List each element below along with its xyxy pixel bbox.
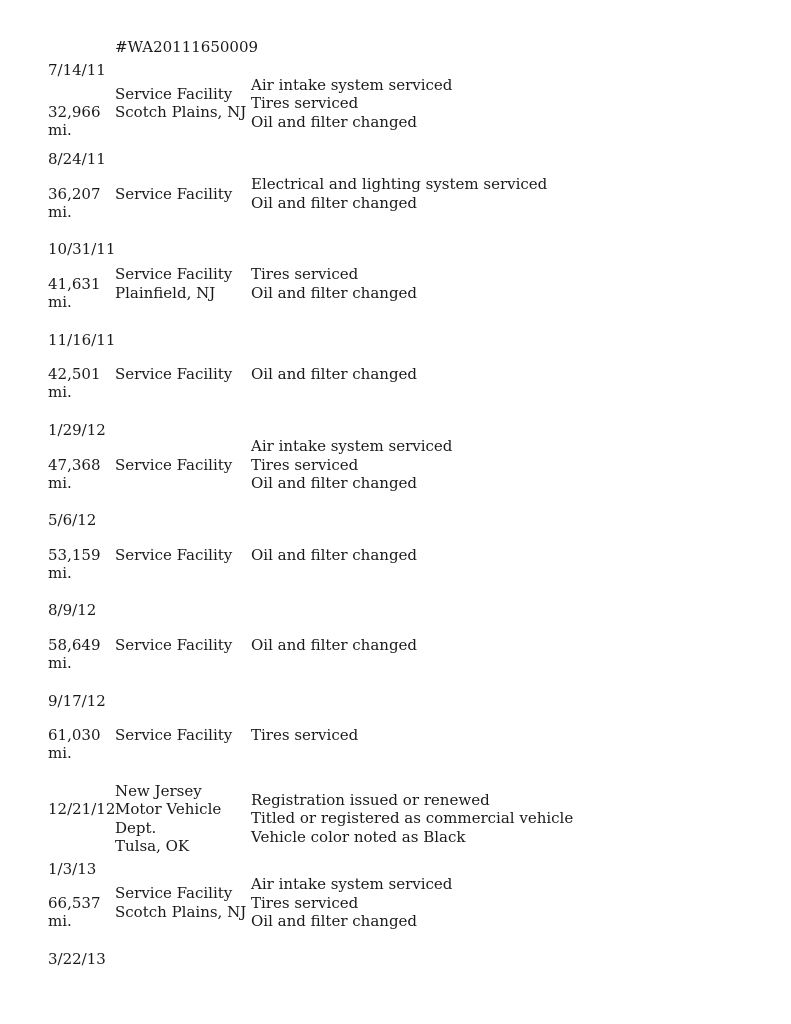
entry-source-line: Service Facility (115, 85, 233, 103)
entry-mileage: 36,207 (48, 185, 101, 203)
entry-source-line: Service Facility (115, 365, 233, 383)
entry-detail-line: Tires serviced (251, 726, 359, 744)
entry-source-line: Service Facility (115, 546, 233, 564)
entry-date: 1/29/12 (48, 421, 106, 439)
entry-date: 3/22/13 (48, 950, 106, 968)
entry-date: 1/3/13 (48, 860, 97, 878)
entry-detail-line: Air intake system serviced (251, 875, 453, 893)
entry-detail-line: Oil and filter changed (251, 546, 418, 564)
entry-date: 8/9/12 (48, 601, 97, 619)
entry-mileage-unit: mi. (48, 912, 72, 930)
entry-detail-line: Oil and filter changed (251, 284, 418, 302)
entry-mileage-unit: mi. (48, 564, 72, 582)
entry-mileage: 58,649 (48, 636, 101, 654)
entry-source-line: Service Facility (115, 726, 233, 744)
entry-date: 9/17/12 (48, 692, 106, 710)
entry-date: 11/16/11 (48, 331, 116, 349)
entry-source-line: Scotch Plains, NJ (115, 903, 247, 921)
entry-detail-line: Oil and filter changed (251, 113, 418, 131)
entry-mileage-unit: mi. (48, 654, 72, 672)
entry-detail-line: Electrical and lighting system serviced (251, 175, 548, 193)
entry-detail-line: Tires serviced (251, 456, 359, 474)
entry-detail-line: Vehicle color noted as Black (251, 828, 466, 846)
entry-mileage: 41,631 (48, 275, 101, 293)
entry-source-line: Service Facility (115, 265, 233, 283)
entry-mileage-unit: mi. (48, 474, 72, 492)
entry-detail-line: Oil and filter changed (251, 636, 418, 654)
entry-detail-line: Air intake system serviced (251, 76, 453, 94)
entry-date: 12/21/12 (48, 800, 116, 818)
entry-source-line: Service Facility (115, 636, 233, 654)
entry-detail-line: Tires serviced (251, 265, 359, 283)
entry-detail-line: Tires serviced (251, 94, 359, 112)
entry-detail-line: Air intake system serviced (251, 437, 453, 455)
entry-source-line: Motor Vehicle (115, 800, 222, 818)
entry-mileage-unit: mi. (48, 203, 72, 221)
entry-detail-line: Oil and filter changed (251, 194, 418, 212)
entry-source-line: Plainfield, NJ (115, 284, 216, 302)
entry-mileage-unit: mi. (48, 121, 72, 139)
entry-source-line: Scotch Plains, NJ (115, 103, 247, 121)
entry-detail-line: Oil and filter changed (251, 912, 418, 930)
entry-date: 10/31/11 (48, 240, 116, 258)
entry-detail-line: Tires serviced (251, 894, 359, 912)
entry-source-line: Tulsa, OK (115, 837, 190, 855)
entry-mileage: 47,368 (48, 456, 101, 474)
entry-source-line: Service Facility (115, 456, 233, 474)
entry-date: 7/14/11 (48, 61, 106, 79)
record-id: #WA20111650009 (115, 38, 259, 56)
entry-mileage: 61,030 (48, 726, 101, 744)
entry-source-line: Service Facility (115, 884, 233, 902)
entry-mileage: 42,501 (48, 365, 101, 383)
entry-mileage: 32,966 (48, 103, 101, 121)
entry-date: 5/6/12 (48, 511, 97, 529)
entry-mileage-unit: mi. (48, 744, 72, 762)
entry-detail-line: Oil and filter changed (251, 365, 418, 383)
entry-mileage: 53,159 (48, 546, 101, 564)
entry-source-line: Service Facility (115, 185, 233, 203)
entry-detail-line: Titled or registered as commercial vehicle (251, 809, 574, 827)
entry-detail-line: Oil and filter changed (251, 474, 418, 492)
entry-mileage-unit: mi. (48, 293, 72, 311)
entry-date: 8/24/11 (48, 150, 106, 168)
entry-detail-line: Registration issued or renewed (251, 791, 490, 809)
entry-mileage-unit: mi. (48, 383, 72, 401)
entry-mileage: 66,537 (48, 894, 101, 912)
entry-source-line: Dept. (115, 819, 157, 837)
entry-source-line: New Jersey (115, 782, 202, 800)
